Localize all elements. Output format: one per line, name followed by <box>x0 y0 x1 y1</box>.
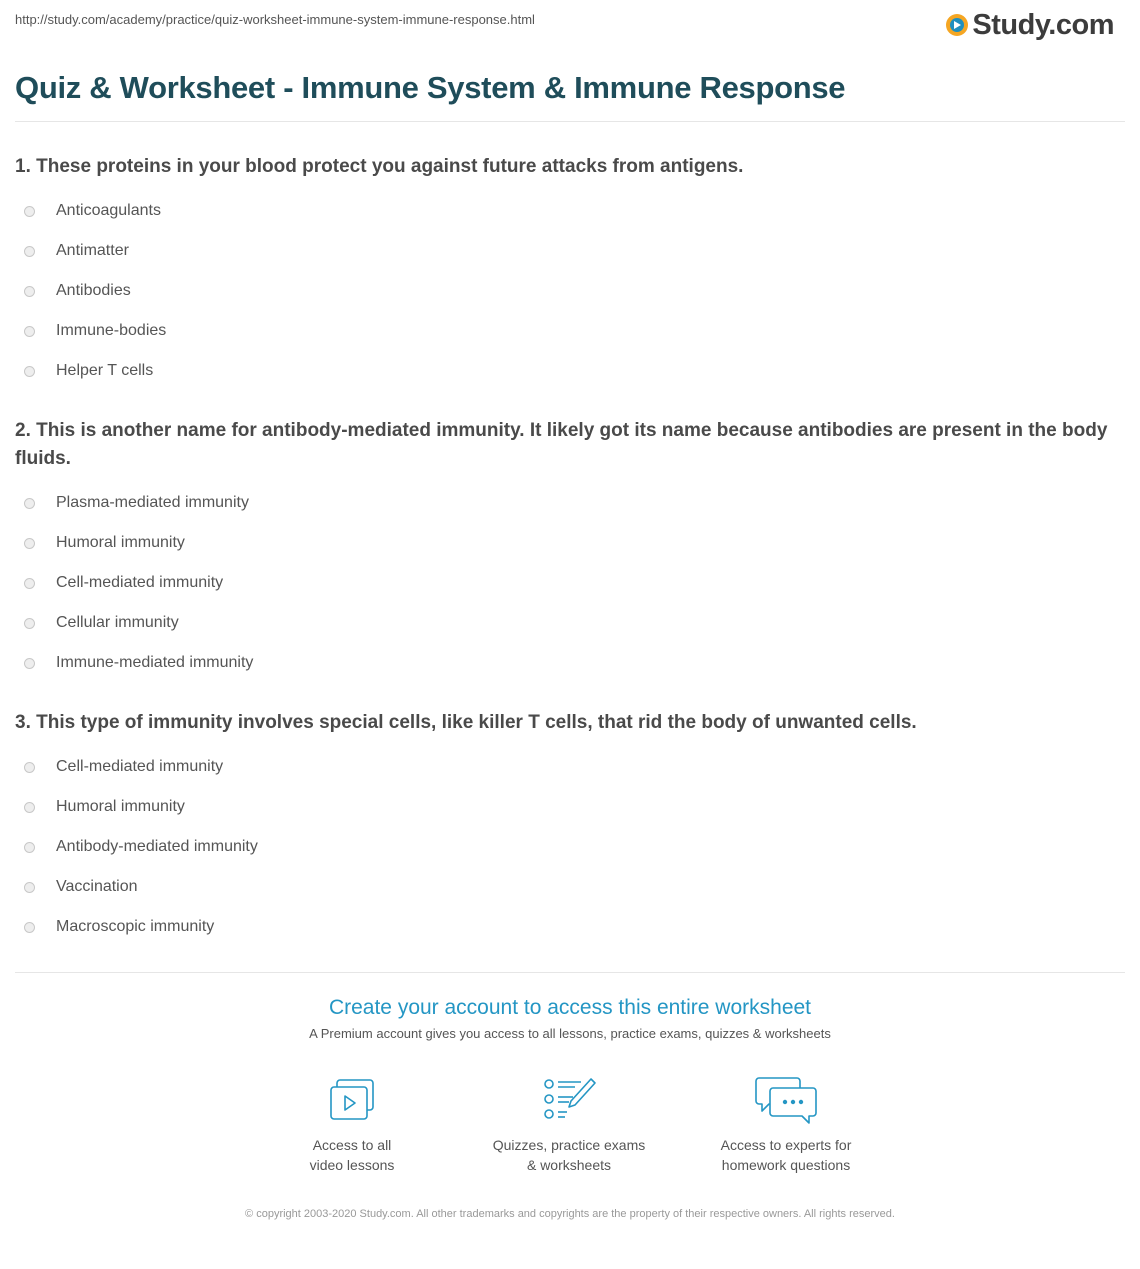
answer-option[interactable] <box>15 523 1127 563</box>
radio-button-icon[interactable] <box>24 538 35 549</box>
question-1 <box>15 153 1127 391</box>
feature-quizzes <box>469 1075 669 1175</box>
answer-option[interactable] <box>15 907 1127 947</box>
radio-button-icon[interactable] <box>24 922 35 933</box>
answer-label: Humoral immunity <box>56 798 185 815</box>
answer-option[interactable] <box>15 483 1127 523</box>
signup-cta <box>0 996 1140 1041</box>
study-logo[interactable] <box>946 6 1114 44</box>
answer-label: Immune-bodies <box>56 322 167 339</box>
answer-option[interactable] <box>15 747 1127 787</box>
radio-button-icon[interactable] <box>24 578 35 589</box>
answer-option[interactable] <box>15 311 1127 351</box>
feature-label-line1: Access to experts for <box>720 1137 852 1153</box>
radio-button-icon[interactable] <box>24 658 35 669</box>
answer-label: Vaccination <box>56 878 138 895</box>
feature-label-line2: homework questions <box>721 1157 851 1173</box>
feature-experts <box>686 1075 886 1175</box>
question-3 <box>15 709 1127 947</box>
feature-label-line2: video lessons <box>309 1157 395 1173</box>
answer-option[interactable] <box>15 787 1127 827</box>
answer-options <box>15 747 1127 947</box>
answer-option[interactable] <box>15 867 1127 907</box>
chat-bubbles-icon <box>753 1075 819 1125</box>
radio-button-icon[interactable] <box>24 366 35 377</box>
answer-options <box>15 191 1127 391</box>
answer-option[interactable] <box>15 231 1127 271</box>
question-2 <box>15 417 1127 683</box>
answer-label: Antimatter <box>56 242 129 259</box>
page-url: http://study.com/academy/practice/quiz-worksheet-immune-system-immune-response.html <box>15 12 535 27</box>
answer-label: Macroscopic immunity <box>56 918 215 935</box>
answer-label: Cellular immunity <box>56 614 179 631</box>
answer-option[interactable] <box>15 643 1127 683</box>
question-text: 2. This is another name for antibody-mediated immunity. It likely got its name because antibodies are present in the body fluids. <box>15 420 1108 469</box>
radio-button-icon[interactable] <box>24 882 35 893</box>
answer-option[interactable] <box>15 563 1127 603</box>
feature-label-line1: Quizzes, practice exams <box>492 1137 646 1153</box>
answer-option[interactable] <box>15 603 1127 643</box>
answer-option[interactable] <box>15 271 1127 311</box>
cta-subtitle: A Premium account gives you access to all lessons, practice exams, quizzes & worksheets <box>309 1026 831 1041</box>
logo-text: Study.com <box>972 8 1114 41</box>
answer-label: Antibodies <box>56 282 131 299</box>
radio-button-icon[interactable] <box>24 802 35 813</box>
answer-label: Anticoagulants <box>56 202 161 219</box>
answer-label: Antibody-mediated immunity <box>56 838 258 855</box>
copyright-notice: © copyright 2003-2020 Study.com. All other trademarks and copyrights are the property of their respective owners. All rights reserved. <box>245 1208 895 1220</box>
answer-label: Plasma-mediated immunity <box>56 494 249 511</box>
feature-label-line2: & worksheets <box>526 1157 612 1173</box>
answer-label: Immune-mediated immunity <box>56 654 254 671</box>
feature-video-lessons <box>252 1075 452 1175</box>
question-text: 3. This type of immunity involves special cells, like killer T cells, that rid the body of unwanted cells. <box>15 712 917 733</box>
answer-option[interactable] <box>15 351 1127 391</box>
premium-features <box>0 1075 1140 1185</box>
radio-button-icon[interactable] <box>24 246 35 257</box>
quiz-checklist-icon <box>539 1075 599 1125</box>
answer-option[interactable] <box>15 191 1127 231</box>
radio-button-icon[interactable] <box>24 842 35 853</box>
radio-button-icon[interactable] <box>24 618 35 629</box>
answer-label: Humoral immunity <box>56 534 185 551</box>
answer-label: Cell-mediated immunity <box>56 574 224 591</box>
radio-button-icon[interactable] <box>24 498 35 509</box>
radio-button-icon[interactable] <box>24 286 35 297</box>
answer-label: Helper T cells <box>56 362 154 379</box>
radio-button-icon[interactable] <box>24 326 35 337</box>
radio-button-icon[interactable] <box>24 206 35 217</box>
feature-label-line1: Access to all <box>312 1137 392 1153</box>
answer-label: Cell-mediated immunity <box>56 758 224 775</box>
answer-options <box>15 483 1127 683</box>
title-divider <box>15 121 1125 122</box>
radio-button-icon[interactable] <box>24 762 35 773</box>
answer-option[interactable] <box>15 827 1127 867</box>
play-circle-icon <box>946 14 968 36</box>
question-text: 1. These proteins in your blood protect you against future attacks from antigens. <box>15 156 744 177</box>
section-divider <box>15 972 1125 973</box>
page-title: Quiz & Worksheet - Immune System & Immune Response <box>15 70 846 105</box>
video-lesson-icon <box>324 1075 380 1125</box>
cta-title-link[interactable]: Create your account to access this entire worksheet <box>328 996 812 1019</box>
